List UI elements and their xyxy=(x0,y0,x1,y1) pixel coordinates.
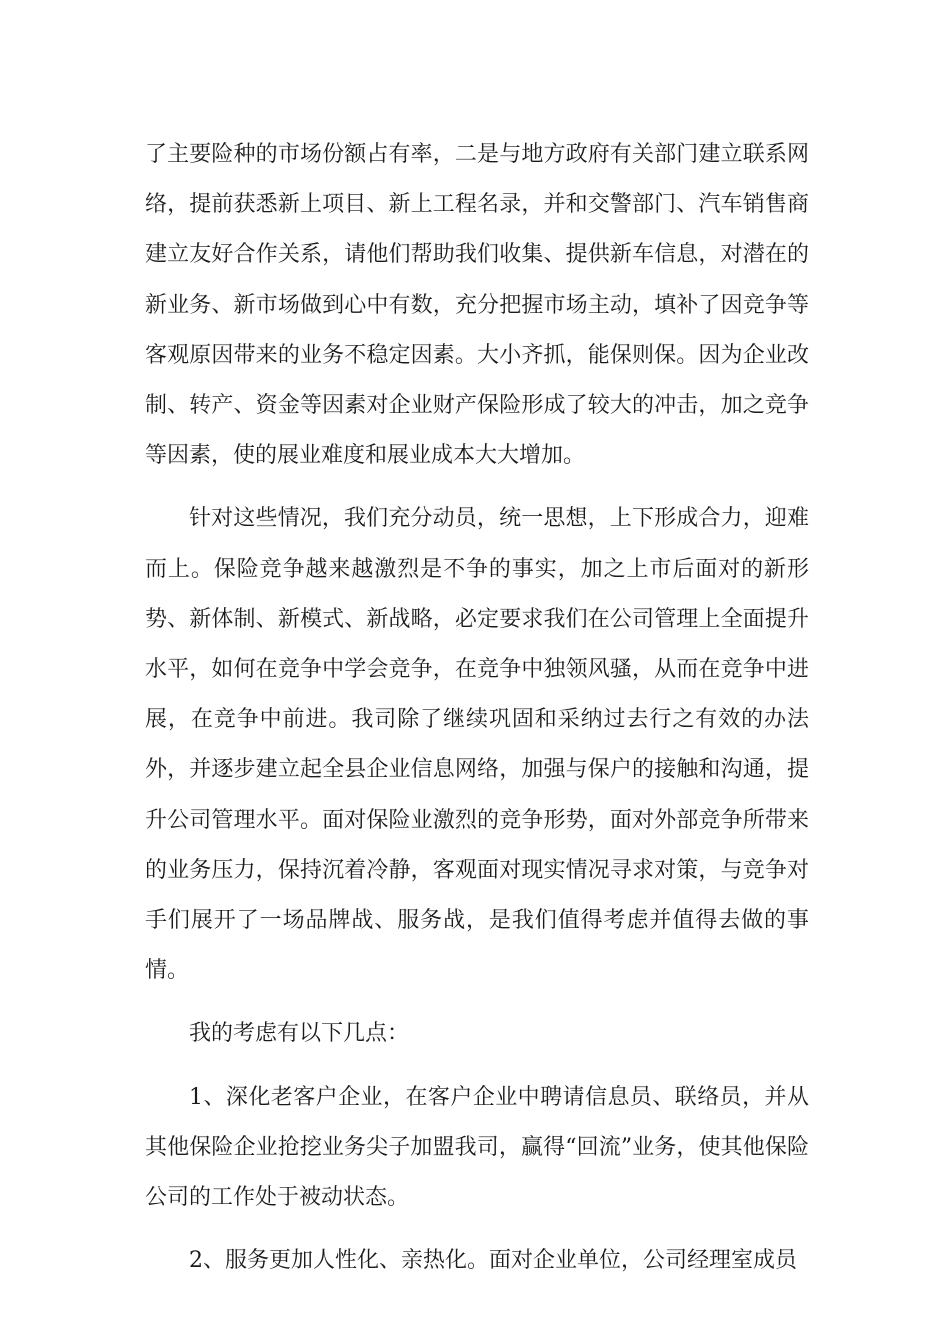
paragraph-competition: 针对这些情况，我们充分动员，统一思想，上下形成合力，迎难而上。保险竞争越来越激烈是不争的事实，加之上市后面对的新形势、新体制、新模式、新战略，必定要求我们在公司管理上全面提升水平，如何在竞争中学会竞争，在竞争中独领风骚，从而在竞争中进展，在竞争中前进。我司除了继续巩固和采纳过去行之有效的办法外，并逐步建立起全县企业信息网络，加强与保户的接触和沟通，提升公司管理水平。面对保险业激烈的竞争形势，面对外部竞争所带来的业务压力，保持沉着冷静，客观面对现实情况寻求对策，与竞争对手们展开了一场品牌战、服务战，是我们值得考虑并值得去做的事情。 xyxy=(145,506,809,984)
paragraph-point-2: 2、服务更加人性化、亲热化。面对企业单位，公司经理室成员 xyxy=(189,1248,797,1274)
paragraph-continuation: 了主要险种的市场份额占有率，二是与地方政府有关部门建立联系网络，提前获悉新上项目、新上工程名录，并和交警部门、汽车销售商建立友好合作关系，请他们帮助我们收集、提供新车信息，对潜在的新业务、新市场做到心中有数，充分把握市场主动，填补了因竞争等客观原因带来的业务不稳定因素。大小齐抓，能保则保。因为企业改制、转产、资金等因素对企业财产保险形成了较大的冲击，加之竞争等因素，使的展业难度和展业成本大大增加。 xyxy=(145,142,809,469)
paragraph-considerations-intro: 我的考虑有以下几点： xyxy=(189,1021,410,1047)
paragraph-point-1: 1、深化老客户企业，在客户企业中聘请信息员、联络员，并从其他保险企业抢挖业务尖子加盟我司，赢得“回流”业务，使其他保险公司的工作处于被动状态。 xyxy=(145,1084,809,1211)
document-body xyxy=(145,130,809,1286)
